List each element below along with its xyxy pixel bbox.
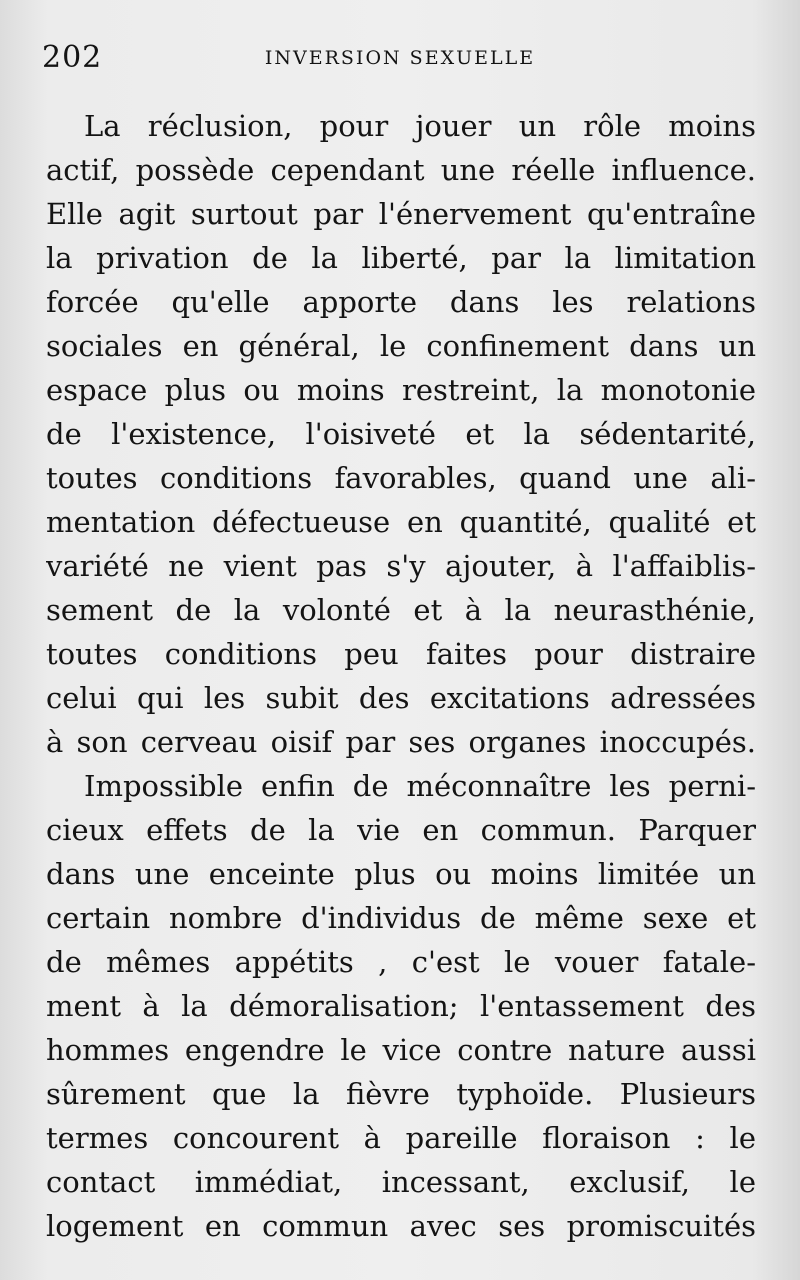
text-line: Impossible enfin de méconnaître les perni- — [84, 769, 756, 803]
text-line: sûrement que la fièvre typhoïde. Plusieurs — [46, 1077, 756, 1111]
page-number: 202 — [42, 40, 103, 75]
text-line: de mêmes appétits , c'est le vouer fatale- — [46, 945, 756, 979]
text-line: termes concourent à pareille floraison : le — [46, 1121, 756, 1155]
text-line: hommes engendre le vice contre nature aussi — [46, 1033, 756, 1067]
text-line: contact immédiat, incessant, exclusif, le — [46, 1165, 756, 1199]
text-line: certain nombre d'individus de même sexe et — [46, 901, 756, 935]
text-line: la privation de la liberté, par la limitation — [46, 241, 756, 275]
text-line: dans une enceinte plus ou moins limitée un — [46, 857, 756, 891]
text-line: ment à la démoralisation; l'entassement des — [46, 989, 756, 1023]
text-line: cieux effets de la vie en commun. Parquer — [46, 813, 756, 847]
text-line: forcée qu'elle apporte dans les relations — [46, 285, 756, 319]
text-line: mentation défectueuse en quantité, qualité et — [46, 505, 756, 539]
text-line: actif, possède cependant une réelle influence. — [46, 153, 756, 187]
text-line: Elle agit surtout par l'énervement qu'entraîne — [46, 197, 756, 231]
text-line: celui qui les subit des excitations adressées — [46, 681, 756, 715]
text-line: logement en commun avec ses promiscuités — [46, 1209, 756, 1243]
text-line: La réclusion, pour jouer un rôle moins — [84, 109, 756, 143]
page-header — [42, 38, 758, 78]
text-line: toutes conditions peu faites pour distraire — [46, 637, 756, 671]
text-line: toutes conditions favorables, quand une ali- — [46, 461, 756, 495]
text-line: espace plus ou moins restreint, la monotonie — [46, 373, 756, 407]
text-line: à son cerveau oisif par ses organes inoccupés. — [46, 725, 756, 759]
text-line: de l'existence, l'oisiveté et la sédentarité, — [46, 417, 756, 451]
text-line: variété ne vient pas s'y ajouter, à l'affaiblis- — [46, 549, 756, 583]
body-text — [46, 104, 756, 1248]
text-line: sociales en général, le confinement dans un — [46, 329, 756, 363]
running-title: INVERSION SEXUELLE — [264, 47, 536, 69]
text-line: sement de la volonté et à la neurasthénie, — [46, 593, 756, 627]
